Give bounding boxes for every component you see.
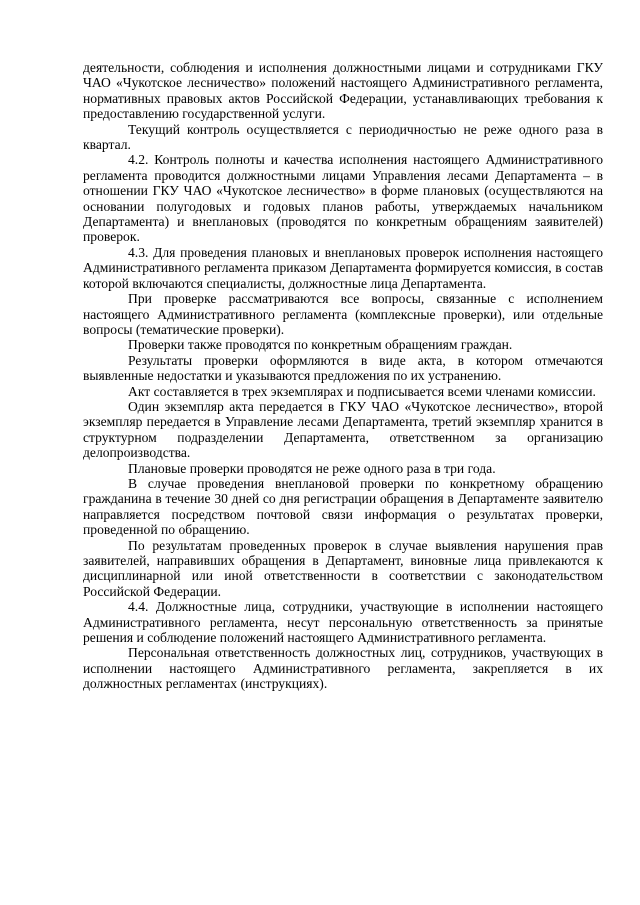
paragraph: При проверке рассматриваются все вопросы, связанные с исполнением настоящего Административного регламента (комплексные проверки), или отдельные вопросы (тематические проверки). bbox=[83, 291, 603, 337]
paragraph: Проверки также проводятся по конкретным обращениям граждан. bbox=[128, 337, 513, 353]
paragraph-continued: деятельности, соблюдения и исполнения должностными лицами и сотрудниками ГКУ ЧАО «Чукотское лесничество» положений настоящего Административного регламента, нормативных правовых актов Российской Федерации, устанавливающих требования к предоставлению государственной услуги. bbox=[83, 60, 603, 122]
paragraph: Результаты проверки оформляются в виде акта, в котором отмечаются выявленные недостатки и указываются предложения по их устранению. bbox=[83, 352, 603, 384]
paragraph: По результатам проведенных проверок в случае выявления нарушения прав заявителей, направивших обращения в Департамент, виновные лица привлекаются к дисциплинарной или иной ответственности в соответствии с законодательством Российской Федерации. bbox=[83, 537, 603, 599]
paragraph-section-4-3: 4.3. Для проведения плановых и внеплановых проверок исполнения настоящего Административного регламента приказом Департамента формируется комиссия, в состав которой включаются специалисты, должностные лица Департамента. bbox=[83, 244, 603, 291]
paragraph: Персональная ответственность должностных лиц, сотрудников, участвующих в исполнении настоящего Административного регламента, закрепляется в их должностных регламентах (инструкциях). bbox=[83, 645, 603, 692]
paragraph: Один экземпляр акта передается в ГКУ ЧАО «Чукотское лесничество», второй экземпляр передается в Управление лесами Департамента, третий экземпляр хранится в структурном подразделении Департамента, ответственном за организацию делопроизводства. bbox=[83, 398, 603, 461]
paragraph: Плановые проверки проводятся не реже одного раза в три года. bbox=[128, 460, 496, 476]
paragraph-section-4-4: 4.4. Должностные лица, сотрудники, участвующие в исполнении настоящего Административного регламента, несут персональную ответственность за принятые решения и соблюдение положений настоящего Административного регламента. bbox=[83, 599, 603, 646]
paragraph: Акт составляется в трех экземплярах и подписывается всеми членами комиссии. bbox=[128, 383, 596, 399]
document-body bbox=[83, 60, 603, 692]
paragraph: В случае проведения внеплановой проверки по конкретному обращению гражданина в течение 30 дней со дня регистрации обращения в Департаменте заявителю направляется посредством почтовой связи информация о результатах проверки, проведенной по обращению. bbox=[83, 475, 603, 538]
paragraph-section-4-2: 4.2. Контроль полноты и качества исполнения настоящего Административного регламента проводится должностными лицами Управления лесами Департамента – в отношении ГКУ ЧАО «Чукотское лесничество» в форме плановых (осуществляются на основании полугодовых и годовых планов работы, утверждаемых начальником Департамента) и внеплановых (проводятся по конкретным обращениям заявителей) проверок. bbox=[83, 152, 603, 245]
paragraph: Текущий контроль осуществляется с периодичностью не реже одного раза в квартал. bbox=[83, 121, 603, 153]
